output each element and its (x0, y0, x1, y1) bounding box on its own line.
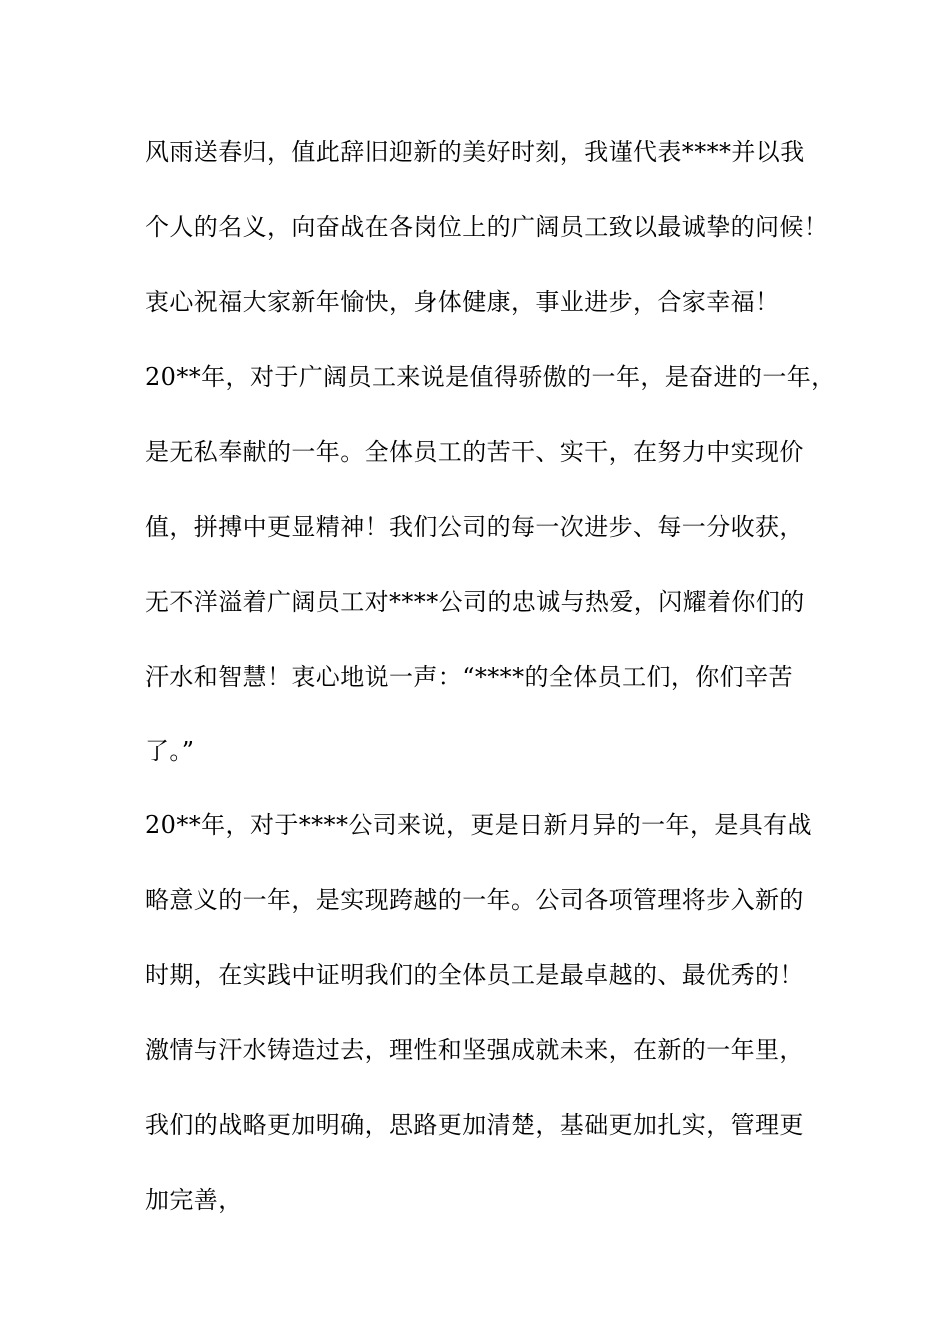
text-line-15: 加完善， (145, 1186, 243, 1214)
text-line-1: 风雨送春归，值此辞旧迎新的美好时刻，我谨代表****并以我 (145, 138, 805, 166)
text-line-8: 汗水和智慧！衷心地说一声：“****的全体员工们，你们辛苦 (145, 663, 793, 691)
text-line-9: 了。” (145, 737, 195, 765)
text-line-14: 我们的战略更加明确，思路更加清楚，基础更加扎实，管理更 (145, 1111, 804, 1139)
text-line-5: 是无私奉献的一年。全体员工的苦干、实干，在努力中实现价 (145, 438, 804, 466)
text-line-10: 20**年，对于****公司来说，更是日新月异的一年，是具有战 (145, 811, 812, 839)
text-line-4: 20**年，对于广阔员工来说是值得骄傲的一年，是奋进的一年， (145, 363, 836, 391)
text-line-11: 略意义的一年，是实现跨越的一年。公司各项管理将步入新的 (145, 886, 804, 914)
text-line-7: 无不洋溢着广阔员工对****公司的忠诚与热爱，闪耀着你们的 (145, 588, 805, 616)
text-line-6: 值，拼搏中更显精神！我们公司的每一次进步、每一分收获， (145, 513, 804, 541)
text-line-2: 个人的名义，向奋战在各岗位上的广阔员工致以最诚挚的问候！ (145, 213, 829, 241)
text-line-12: 时期，在实践中证明我们的全体员工是最卓越的、最优秀的！ (145, 961, 804, 989)
text-line-3: 衷心祝福大家新年愉快，身体健康，事业进步，合家幸福！ (145, 288, 780, 316)
text-line-13: 激情与汗水铸造过去，理性和坚强成就未来，在新的一年里， (145, 1036, 804, 1064)
